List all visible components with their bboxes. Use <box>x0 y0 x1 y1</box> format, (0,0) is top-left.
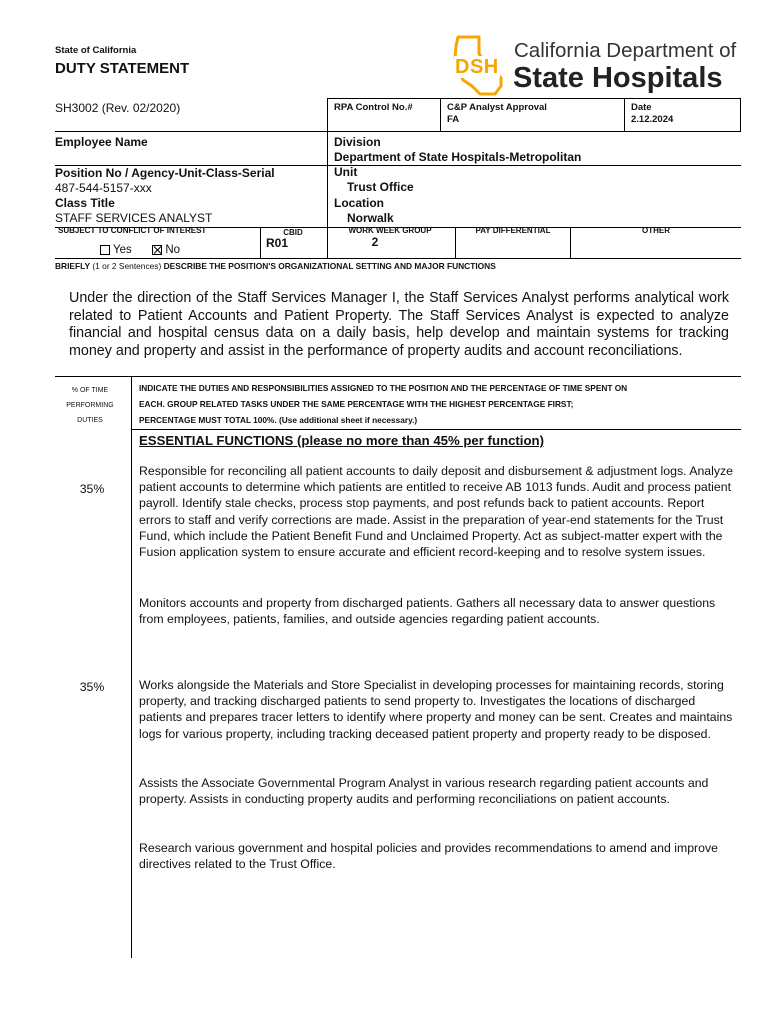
briefly-paren: (1 or 2 Sentences) <box>90 261 164 271</box>
location-value[interactable]: Norwalk <box>347 211 394 225</box>
no-checkbox[interactable] <box>152 245 162 255</box>
briefly-prefix: BRIEFLY <box>55 261 91 271</box>
duty-paragraph: Research various government and hospital policies and provides recommendations to amend and improve directives related to the Trust Office. <box>139 841 718 872</box>
employee-name-label: Employee Name <box>55 135 148 149</box>
unit-value[interactable]: Trust Office <box>347 180 414 194</box>
position-summary: Under the direction of the Staff Services Manager I, the Staff Services Analyst performs analytical work related to Patient Accounts and Patient Property. The Staff Services Analyst is expected to analyze financial and hospital census data on a daily basis, help develop and maintain systems for tracking money and property and assist in the performance of property audits and account reconciliations. <box>69 290 729 359</box>
work-week-group-value[interactable]: 2 <box>371 235 379 249</box>
duty-paragraph: Responsible for reconciling all patient accounts to daily deposit and disbursement & adjustment logs. Analyze patient accounts to determine which patients are entitled to receive AB 1013 funds. Audit and process patient payroll. Identify stale checks, process stop payments, and post refunds back to patient accounts. Report errors to staff and verify corrections are made. Assist in the preparation of year-end statements for the Trust Fund, which include the Patient Benefit Fund and Unclaimed Property. Act as subject-matter expert with the Fusion application system to ensure accurate and efficient record-keeping and to resolve system issues. <box>139 464 734 560</box>
yes-checkbox[interactable] <box>100 245 110 255</box>
cp-analyst-value[interactable]: FA <box>447 114 460 125</box>
conflict-of-interest-label: SUBJECT TO CONFLICT OF INTEREST <box>58 226 207 235</box>
other-label: OTHER <box>642 226 670 235</box>
class-title-label: Class Title <box>55 196 115 210</box>
briefly-rest: DESCRIBE THE POSITION'S ORGANIZATIONAL SETTING AND MAJOR FUNCTIONS <box>163 261 496 271</box>
instr-line3: PERCENTAGE MUST TOTAL 100%. (Use additional sheet if necessary.) <box>139 415 418 425</box>
work-week-group-label: WORK WEEK GROUP <box>348 226 432 235</box>
cbid-label: CBID <box>283 228 303 237</box>
pay-differential-label: PAY DIFFERENTIAL <box>475 226 551 235</box>
logo-line1: California Department of <box>514 39 737 62</box>
date-value[interactable]: 2.12.2024 <box>631 114 674 125</box>
cp-analyst-label: C&P Analyst Approval <box>447 102 547 113</box>
yes-label: Yes <box>113 244 132 256</box>
duty-percent: 35% <box>79 680 105 694</box>
percent-header-line2: PERFORMING <box>66 402 114 409</box>
duties-instructions <box>139 380 627 428</box>
duty-paragraph: Assists the Associate Governmental Program Analyst in various research regarding patient accounts and property. Assists in conducting property audits and performing reconciliations on patient accounts. <box>139 776 709 807</box>
state-label: State of California <box>55 45 137 56</box>
percent-header-line1: % OF TIME <box>71 387 109 394</box>
rpa-control-label: RPA Control No.# <box>334 102 413 113</box>
conflict-of-interest-options <box>100 244 180 256</box>
no-label: No <box>165 244 181 256</box>
duty-percent: 35% <box>79 482 105 496</box>
division-label: Division <box>334 135 381 149</box>
briefly-instruction <box>55 261 496 271</box>
essential-functions-heading: ESSENTIAL FUNCTIONS (please no more than 45% per function) <box>139 433 544 448</box>
class-title-value[interactable]: STAFF SERVICES ANALYST <box>55 211 213 225</box>
percent-header-line3: DUTIES <box>77 417 103 424</box>
instr-line2: EACH. GROUP RELATED TASKS UNDER THE SAME PERCENTAGE WITH THE HIGHEST PERCENTAGE FIRST; <box>139 399 574 409</box>
location-label: Location <box>334 196 384 210</box>
position-number-value[interactable]: 487-544-5157-xxx <box>55 181 152 195</box>
instr-line1: INDICATE THE DUTIES AND RESPONSIBILITIES ASSIGNED TO THE POSITION AND THE PERCENTAGE OF TIME SPENT ON <box>139 383 628 393</box>
dsh-logo <box>446 34 736 98</box>
logo-line2: State Hospitals <box>513 62 723 94</box>
doc-title: DUTY STATEMENT <box>55 60 190 77</box>
form-number: SH3002 (Rev. 02/2020) <box>55 101 181 115</box>
duty-paragraph: Works alongside the Materials and Store Specialist in developing processes for maintaining records, storing property, and tracking discharged patients to send property to. Investigates the locations of discharged patients and prepares tracer letters to identify where property and money can be sent. Creates and maintains logs for various property, including tracking deceased patient property and property ready to be disposed. <box>139 678 733 741</box>
logo-abbr: DSH <box>455 56 499 78</box>
division-value[interactable]: Department of State Hospitals-Metropolitan <box>334 150 582 164</box>
percent-time-header <box>55 383 125 428</box>
duty-paragraph: Monitors accounts and property from discharged patients. Gathers all necessary data to answer questions from employees, patients, families, and outside agencies regarding patient accounts. <box>139 596 716 627</box>
date-label: Date <box>631 102 652 113</box>
cbid-value[interactable]: R01 <box>265 236 288 250</box>
position-number-label: Position No / Agency-Unit-Class-Serial <box>55 166 275 180</box>
unit-label: Unit <box>334 165 358 179</box>
